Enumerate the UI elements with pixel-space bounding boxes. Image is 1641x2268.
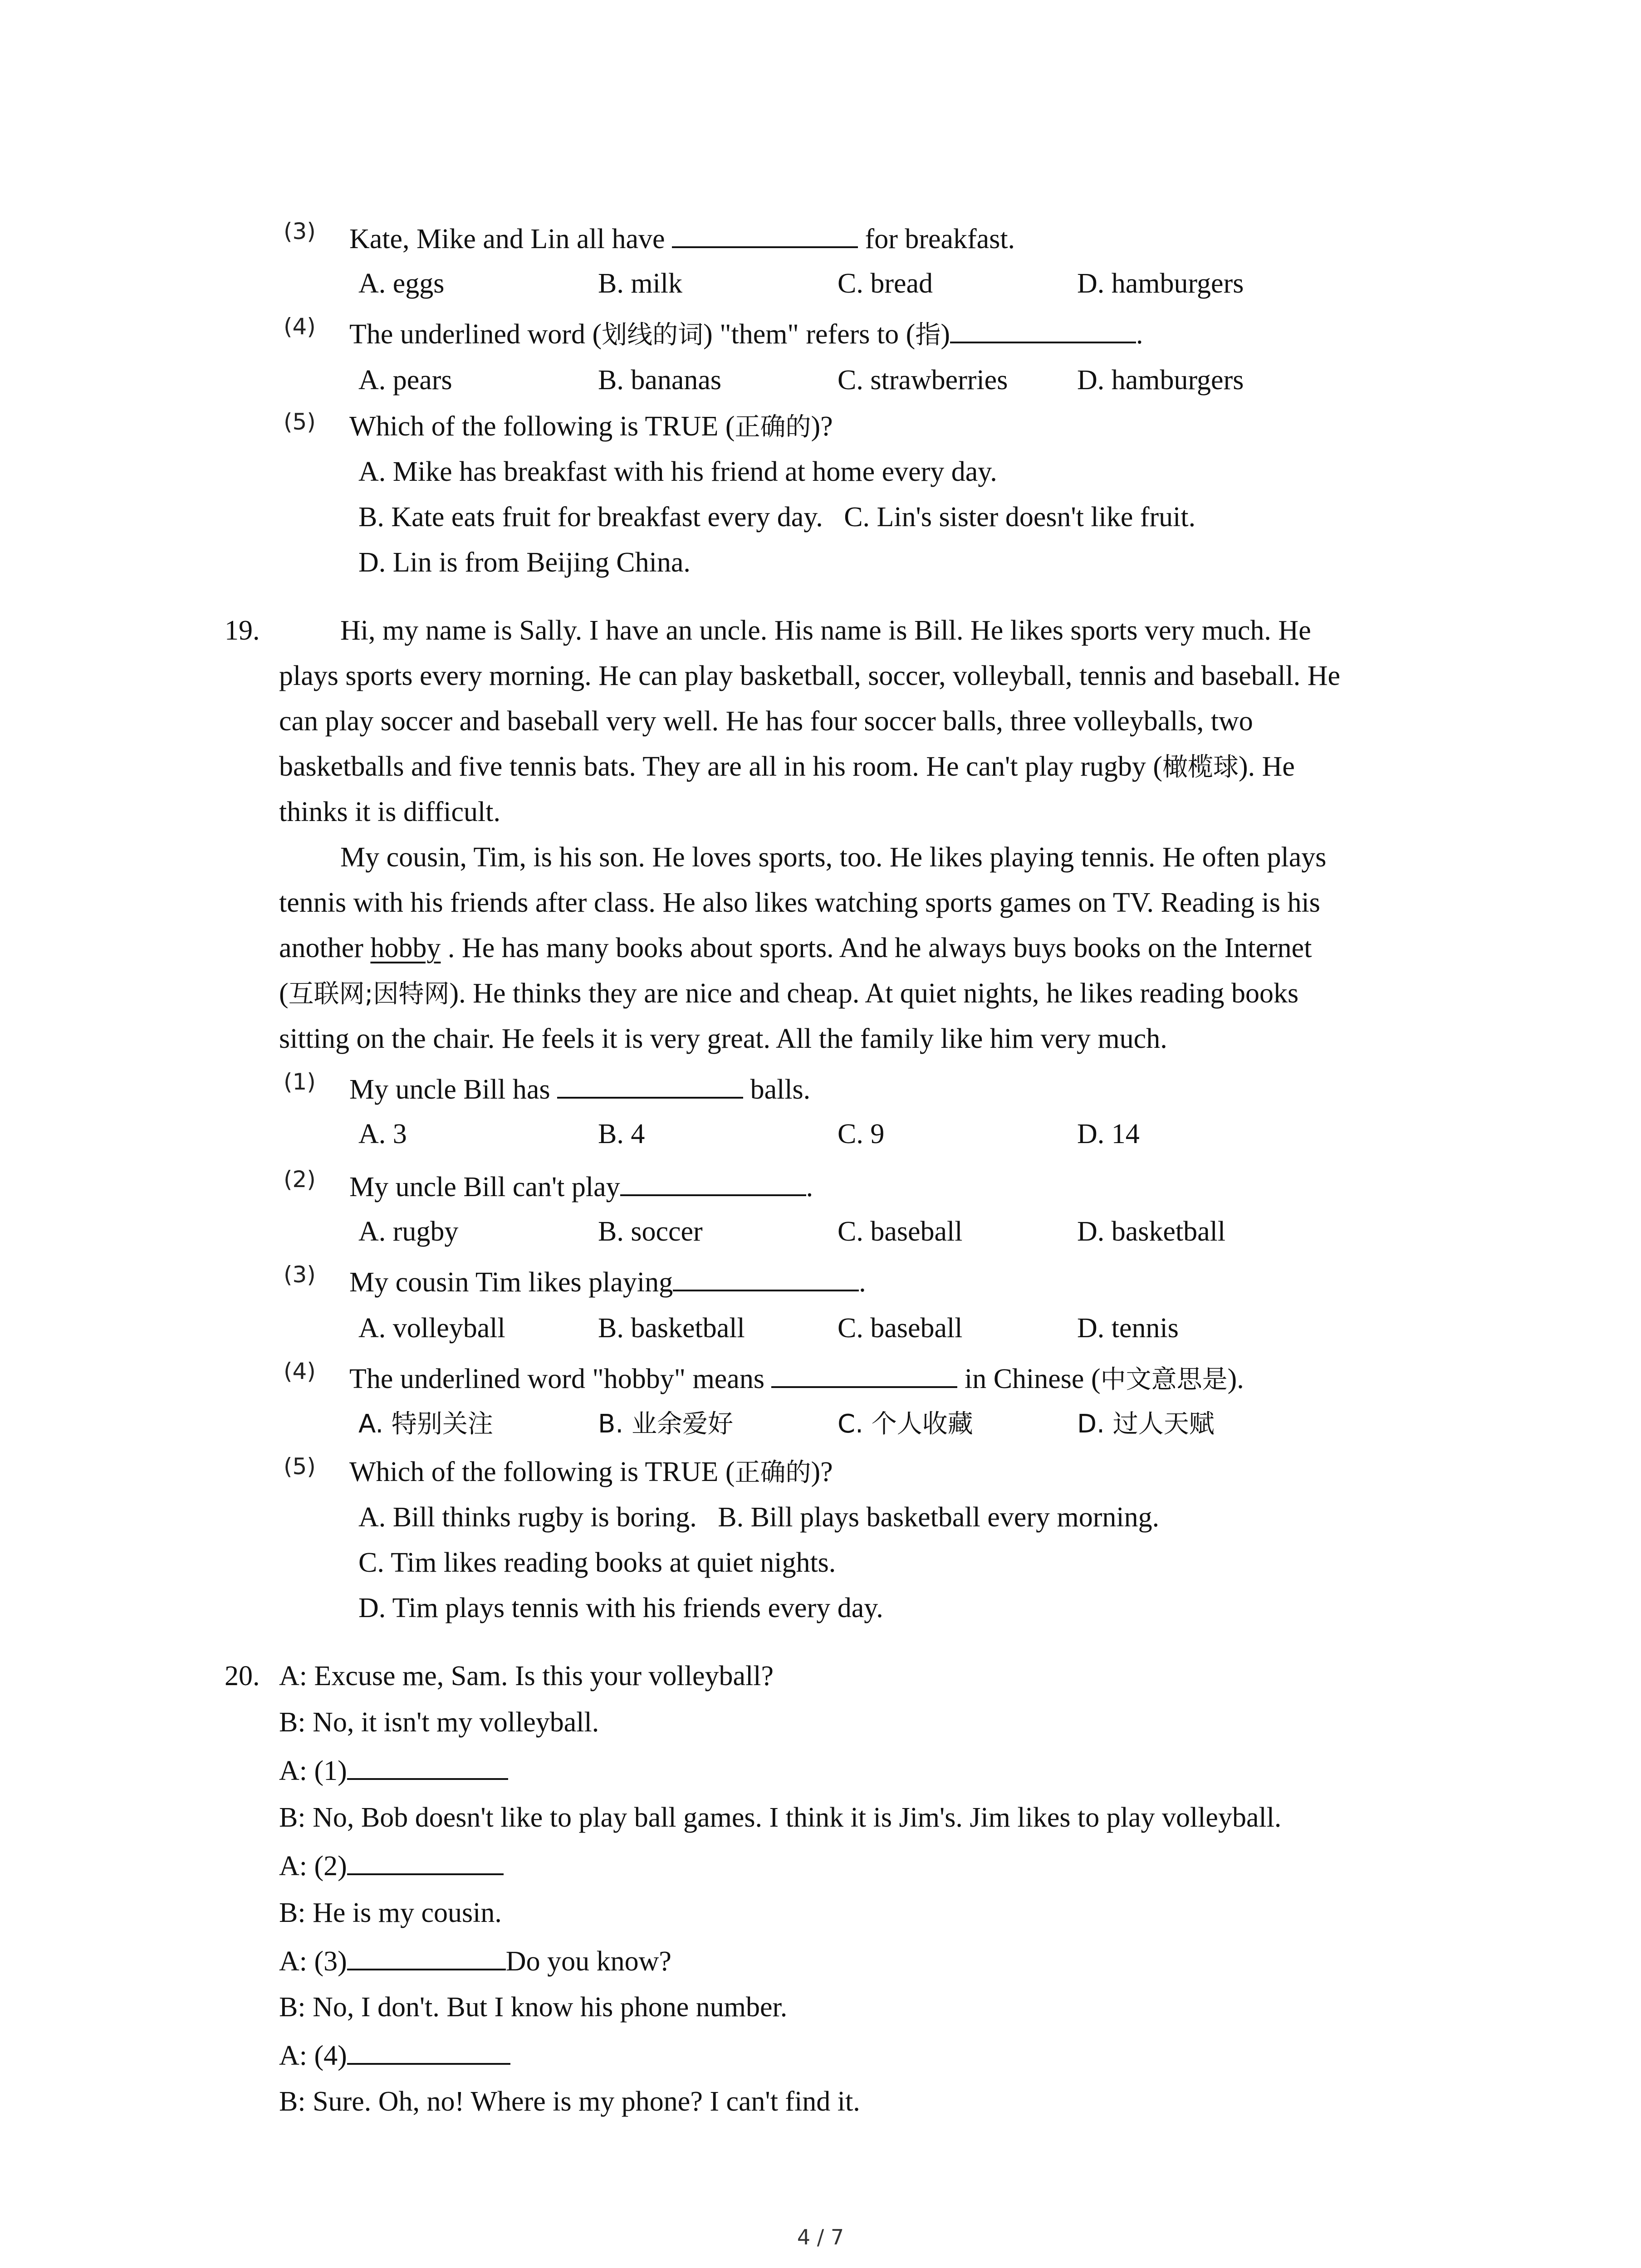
option-b[interactable]: B. 业余爱好 bbox=[598, 1409, 734, 1439]
question-number: 20. bbox=[225, 1661, 260, 1691]
dialogue-line: A: Excuse me, Sam. Is this your volleyball? bbox=[279, 1661, 774, 1691]
q19-5-stem bbox=[349, 1454, 833, 1491]
chinese-gloss: 中文意思是 bbox=[1100, 1365, 1228, 1394]
stem-text: ) bbox=[941, 319, 950, 350]
option-c[interactable]: C. baseball bbox=[838, 1313, 963, 1344]
dialogue-text: A: (2) bbox=[279, 1851, 347, 1882]
passage-text: ). He thinks they are nice and cheap. At quiet nights, he likes reading books bbox=[449, 978, 1299, 1009]
dialogue-text: A: (3) bbox=[279, 1946, 347, 1977]
option-c[interactable]: C. strawberries bbox=[838, 365, 1008, 396]
passage-text: ( bbox=[279, 978, 289, 1009]
passage-line: My cousin, Tim, is his son. He loves sports, too. He likes playing tennis. He often plays bbox=[340, 842, 1327, 873]
option-b[interactable]: B. bananas bbox=[598, 365, 722, 396]
stem-text: ) "them" refers to ( bbox=[703, 319, 916, 350]
dialogue-line: B: No, Bob doesn't like to play ball games. I think it is Jim's. Jim likes to play volleyball. bbox=[279, 1802, 1282, 1833]
option-d[interactable]: D. Lin is from Beijing China. bbox=[358, 547, 691, 578]
option-b[interactable]: B. basketball bbox=[598, 1313, 745, 1344]
answer-blank[interactable] bbox=[347, 2037, 510, 2065]
stem-text: . bbox=[1136, 319, 1143, 350]
stem-text: Which of the following is TRUE ( bbox=[349, 411, 735, 442]
q19-4-stem bbox=[349, 1360, 1244, 1398]
stem-text: Kate, Mike and Lin all have bbox=[349, 224, 672, 254]
underlined-word: hobby bbox=[370, 933, 441, 963]
q19-4-number: (4) bbox=[284, 1358, 316, 1384]
option-d[interactable]: D. tennis bbox=[1077, 1313, 1179, 1344]
passage-line bbox=[279, 975, 1298, 1012]
passage-text: . He has many books about sports. And he always buys books on the Internet bbox=[441, 933, 1312, 963]
passage-line: Hi, my name is Sally. I have an uncle. His name is Bill. He likes sports very much. He bbox=[340, 615, 1311, 646]
option-d[interactable]: D. basketball bbox=[1077, 1216, 1226, 1247]
stem-text: . bbox=[806, 1172, 813, 1202]
option-c[interactable]: C. bread bbox=[838, 268, 933, 299]
passage-line: plays sports every morning. He can play basketball, soccer, volleyball, tennis and baseball. He bbox=[279, 660, 1341, 691]
chinese-gloss: 互联网;因特网 bbox=[288, 979, 450, 1009]
chinese-gloss: 正确的 bbox=[735, 412, 811, 442]
dialogue-line bbox=[279, 2037, 510, 2074]
passage-text: another bbox=[279, 933, 371, 963]
q18-3-stem bbox=[349, 220, 1015, 257]
answer-blank[interactable] bbox=[672, 220, 858, 248]
option-a[interactable]: A. Mike has breakfast with his friend at home every day. bbox=[358, 456, 997, 487]
q18-5-number: (5) bbox=[284, 409, 316, 435]
page-number: 4 / 7 bbox=[797, 2225, 844, 2249]
stem-text: The underlined word "hobby" means bbox=[349, 1364, 772, 1394]
passage-line: thinks it is difficult. bbox=[279, 797, 500, 827]
question-number: 19. bbox=[225, 615, 260, 646]
dialogue-line bbox=[279, 1752, 508, 1789]
dialogue-line bbox=[279, 1942, 671, 1980]
passage-line bbox=[279, 930, 1312, 966]
dialogue-line: B: He is my cousin. bbox=[279, 1897, 502, 1928]
chinese-gloss: 正确的 bbox=[735, 1458, 811, 1487]
q19-3-number: (3) bbox=[284, 1261, 316, 1288]
passage-text: basketballs and five tennis bats. They are all in his room. He can't play rugby ( bbox=[279, 751, 1163, 782]
stem-text: )? bbox=[811, 1457, 833, 1487]
q19-3-stem bbox=[349, 1263, 866, 1300]
dialogue-text: A: (1) bbox=[279, 1755, 347, 1786]
answer-blank[interactable] bbox=[557, 1070, 743, 1099]
option-a[interactable]: A. rugby bbox=[358, 1216, 459, 1247]
stem-text: My uncle Bill has bbox=[349, 1074, 558, 1105]
stem-text: My uncle Bill can't play bbox=[349, 1172, 620, 1202]
answer-blank[interactable] bbox=[620, 1168, 806, 1196]
q18-5-stem bbox=[349, 408, 833, 445]
option-b[interactable]: B. milk bbox=[598, 268, 683, 299]
answer-blank[interactable] bbox=[347, 1752, 508, 1780]
option-d[interactable]: D. 过人天赋 bbox=[1077, 1409, 1215, 1439]
option-a[interactable]: A. pears bbox=[358, 365, 452, 396]
passage-line: sitting on the chair. He feels it is very great. All the family like him very much. bbox=[279, 1023, 1167, 1054]
chinese-gloss: 指 bbox=[915, 320, 941, 350]
option-b-c[interactable]: B. Kate eats fruit for breakfast every day. C. Lin's sister doesn't like fruit. bbox=[358, 502, 1196, 533]
dialogue-line bbox=[279, 1847, 504, 1884]
option-d[interactable]: D. Tim plays tennis with his friends every day. bbox=[358, 1593, 883, 1623]
passage-line: tennis with his friends after class. He also likes watching sports games on TV. Reading is his bbox=[279, 887, 1320, 918]
option-d[interactable]: D. 14 bbox=[1077, 1119, 1140, 1149]
dialogue-text: Do you know? bbox=[505, 1946, 671, 1977]
q19-2-number: (2) bbox=[284, 1166, 316, 1193]
answer-blank[interactable] bbox=[771, 1360, 957, 1388]
dialogue-line: B: Sure. Oh, no! Where is my phone? I can't find it. bbox=[279, 2086, 860, 2117]
option-d[interactable]: D. hamburgers bbox=[1077, 365, 1244, 396]
dialogue-line: B: No, it isn't my volleyball. bbox=[279, 1707, 599, 1738]
option-a[interactable]: A. volleyball bbox=[358, 1313, 505, 1344]
option-b[interactable]: B. soccer bbox=[598, 1216, 703, 1247]
answer-blank[interactable] bbox=[347, 1942, 506, 1970]
stem-text: . bbox=[859, 1267, 866, 1298]
option-d[interactable]: D. hamburgers bbox=[1077, 268, 1244, 299]
option-c[interactable]: C. baseball bbox=[838, 1216, 963, 1247]
chinese-gloss: 划线的词 bbox=[602, 320, 704, 350]
stem-text: My cousin Tim likes playing bbox=[349, 1267, 673, 1298]
q18-4-number: (4) bbox=[284, 313, 316, 340]
answer-blank[interactable] bbox=[673, 1263, 859, 1291]
stem-text: The underlined word ( bbox=[349, 319, 602, 350]
stem-text: Which of the following is TRUE ( bbox=[349, 1457, 735, 1487]
stem-text: balls. bbox=[743, 1074, 811, 1105]
chinese-gloss: 橄榄球 bbox=[1162, 753, 1239, 782]
passage-line: can play soccer and baseball very well. He has four soccer balls, three volleyballs, two bbox=[279, 706, 1253, 737]
q19-1-stem bbox=[349, 1070, 810, 1108]
option-a[interactable]: A. eggs bbox=[358, 268, 445, 299]
q19-5-number: (5) bbox=[284, 1453, 316, 1480]
dialogue-line: B: No, I don't. But I know his phone number. bbox=[279, 1992, 788, 2023]
option-c[interactable]: C. 9 bbox=[838, 1119, 885, 1149]
option-b[interactable]: B. 4 bbox=[598, 1119, 645, 1149]
dialogue-text: A: (4) bbox=[279, 2040, 347, 2071]
answer-blank[interactable] bbox=[347, 1847, 504, 1875]
answer-blank[interactable] bbox=[950, 315, 1136, 343]
option-c[interactable]: C. 个人收藏 bbox=[838, 1409, 973, 1439]
option-a[interactable]: A. 特别关注 bbox=[358, 1409, 493, 1439]
passage-line bbox=[279, 748, 1295, 786]
q19-1-number: (1) bbox=[284, 1069, 316, 1095]
option-a-b[interactable]: A. Bill thinks rugby is boring. B. Bill plays basketball every morning. bbox=[358, 1502, 1160, 1533]
option-a[interactable]: A. 3 bbox=[358, 1119, 407, 1149]
stem-text: in Chinese ( bbox=[957, 1364, 1101, 1394]
stem-text: )? bbox=[811, 411, 833, 442]
stem-text: ). bbox=[1227, 1364, 1244, 1394]
q18-3-number: (3) bbox=[284, 218, 316, 244]
stem-text: for breakfast. bbox=[858, 224, 1015, 254]
q18-4-stem bbox=[349, 315, 1143, 353]
passage-text: ). He bbox=[1239, 751, 1295, 782]
option-c[interactable]: C. Tim likes reading books at quiet nights. bbox=[358, 1547, 836, 1578]
q19-2-stem bbox=[349, 1168, 813, 1205]
